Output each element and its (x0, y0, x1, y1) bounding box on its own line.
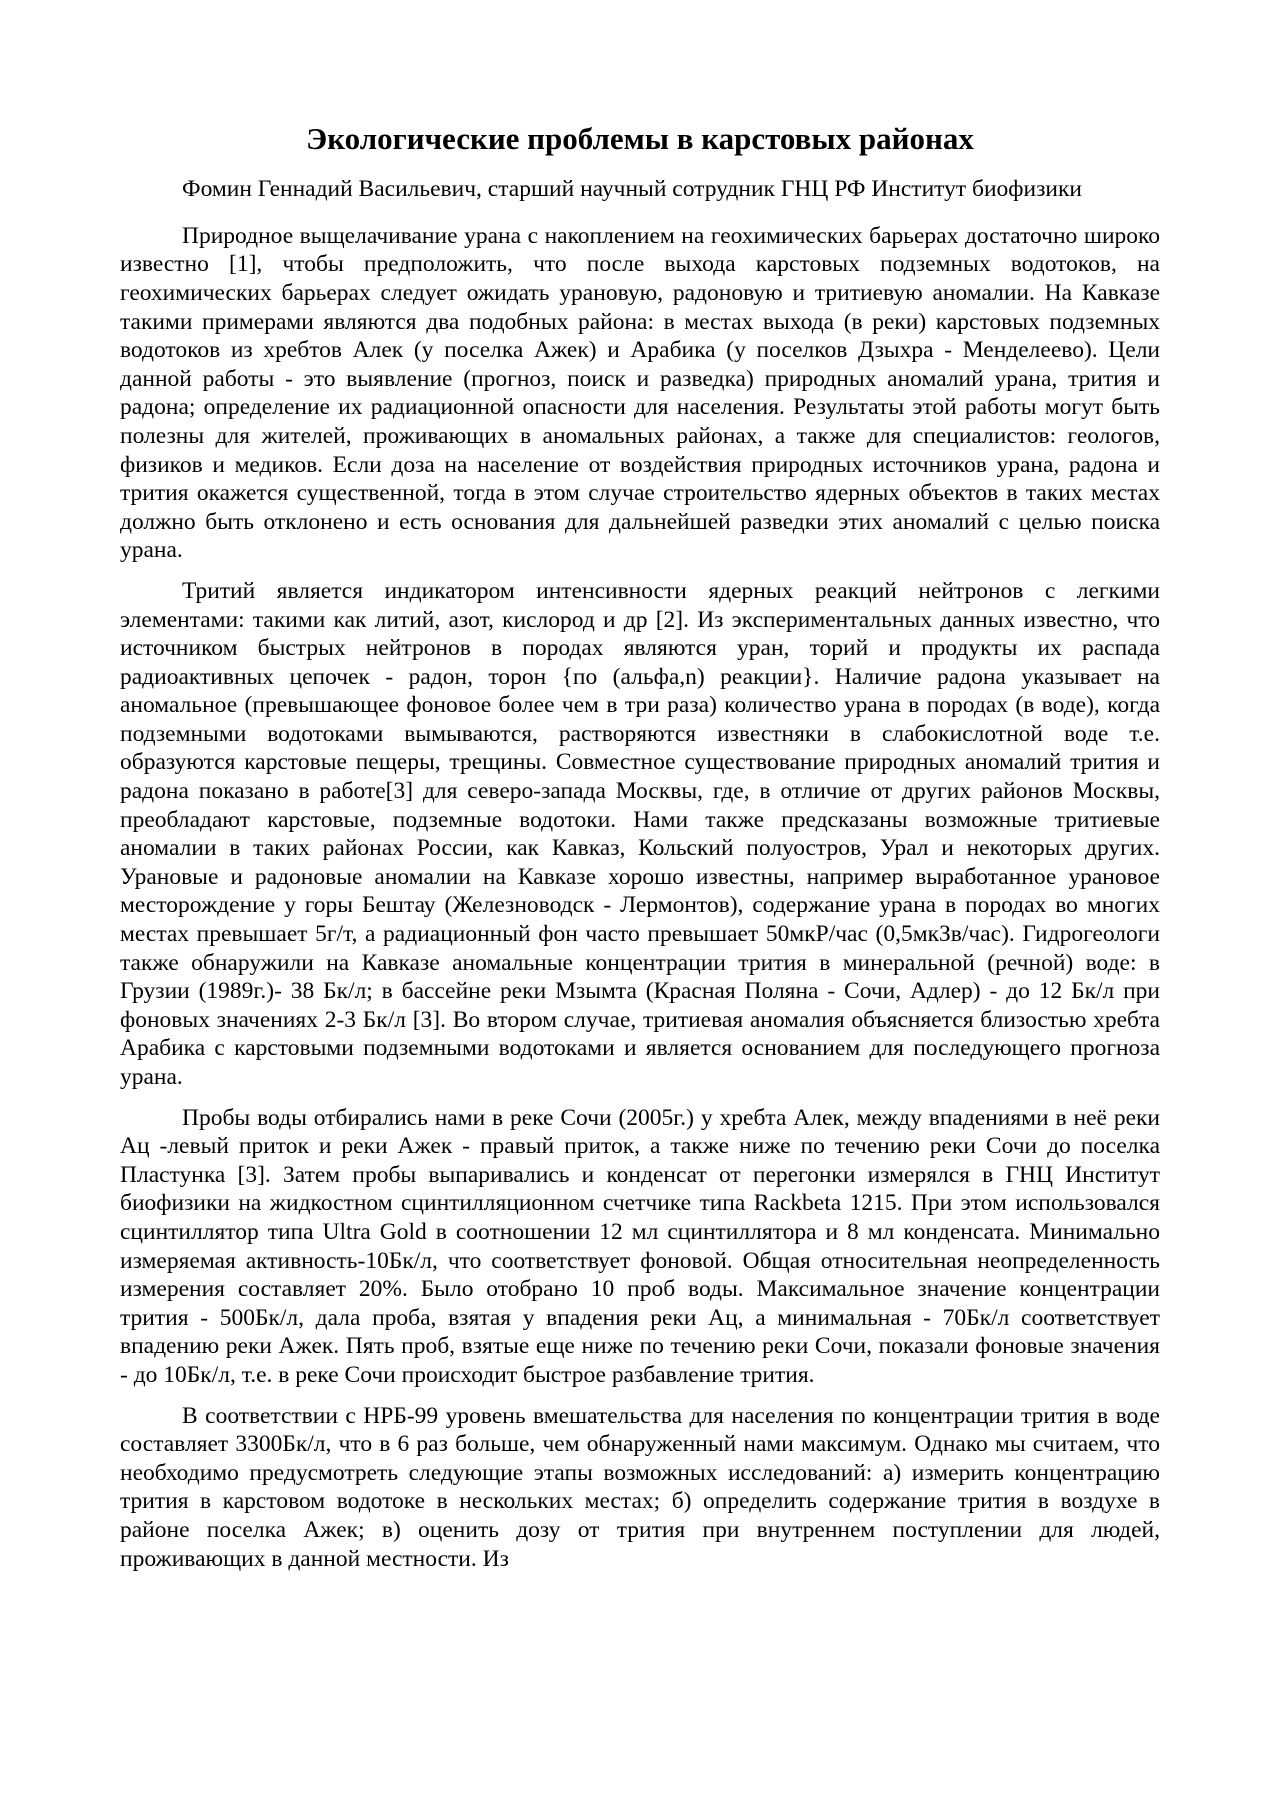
document-body (120, 120, 1160, 1585)
document-title: Экологические проблемы в карстовых районах (306, 121, 974, 156)
author-line: Фомин Геннадий Васильевич, старший научный сотрудник ГНЦ РФ Институт биофизики (182, 176, 1082, 203)
paragraph-sampling: Пробы воды отбирались нами в реке Сочи (2005г.) у хребта Алек, между впадениями в неё реки Ац -левый приток и реки Ажек - правый приток, а также ниже по течению реки Сочи до поселка Пластунка [3]. Затем пробы выпаривались и конденсат от перегонки измерялся в ГНЦ Институт биофизики на жидкостном сцинтилляционном счетчике типа Rackbeta 1215. При этом использовался сцинтиллятор типа Ultra Gold в соотношении 12 мл сцинтиллятора и 8 мл конденсата. Минимально измеряемая активность-10Бк/л, что соответствует фоновой. Общая относительная неопределенность измерения составляет 20%. Было отобрано 10 проб воды. Максимальное значение концентрации трития - 500Бк/л, дала проба, взятая у впадения реки Ац, а минимальная - 70Бк/л соответствует впадению реки Ажек. Пять проб, взятые еще ниже по течению реки Сочи, показали фоновые значения - до 10Бк/л, т.е. в реке Сочи происходит быстрое разбавление трития. (120, 1104, 1160, 1388)
paragraph-conclusion: В соответствии с НРБ-99 уровень вмешательства для населения по концентрации трития в воде составляет 3300Бк/л, что в 6 раз больше, чем обнаруженный нами максимум. Однако мы считаем, что необходимо предусмотреть следующие этапы возможных исследований: а) измерить концентрацию трития в карстовом водотоке в нескольких местах; б) определить содержание трития в воздухе в районе поселка Ажек; в) оценить дозу от трития при внутреннем поступлении для людей, проживающих в данной местности. Из (120, 1402, 1160, 1572)
paragraph-tritium: Тритий является индикатором интенсивности ядерных реакций нейтронов с легкими элементами: такими как литий, азот, кислород и др [2]. Из экспериментальных данных известно, что источником быстрых нейтронов в породах являются уран, торий и продукты их распада радиоактивных цепочек - радон, торон {по (альфа,n) реакции}. Наличие радона указывает на аномальное (превышающее фоновое более чем в три раза) количество урана в породах (в воде), когда подземными водотоками вымываются, растворяются известняки в слабокислотной воде т.е. образуются карстовые пещеры, трещины. Совместное существование природных аномалий трития и радона показано в работе[3] для северо-запада Москвы, где, в отличие от других районов Москвы, преобладают карстовые, подземные водотоки. Нами также предсказаны возможные тритиевые аномалии в таких районах России, как Кавказ, Кольский полуостров, Урал и некоторых других. Урановые и радоновые аномалии на Кавказе хорошо известны, например выработанное урановое месторождение у горы Бештау (Железноводск - Лермонтов), содержание урана в породах во многих местах превышает 5г/т, а радиационный фон часто превышает 50мкР/час (0,5мкЗв/час). Гидрогеологи также обнаружили на Кавказе аномальные концентрации трития в минеральной (речной) воде: в Грузии (1989г.)- 38 Бк/л; в бассейне реки Мзымта (Красная Поляна - Сочи, Адлер) - до 12 Бк/л при фоновых значениях 2-3 Бк/л [3]. Во втором случае, тритиевая аномалия объясняется близостью хребта Арабика с карстовыми подземными водотоками и является основанием для последующего прогноза урана. (120, 577, 1160, 1090)
paragraph-intro: Природное выщелачивание урана с накоплением на геохимических барьерах достаточно широко известно [1], чтобы предположить, что после выхода карстовых подземных водотоков, на геохимических барьерах следует ожидать урановую, радоновую и тритиевую аномалии. На Кавказе такими примерами являются два подобных района: в местах выхода (в реки) карстовых подземных водотоков из хребтов Алек (у поселка Ажек) и Арабика (у поселков Дзыхра - Менделеево). Цели данной работы - это выявление (прогноз, поиск и разведка) природных аномалий урана, трития и радона; определение их радиационной опасности для населения. Результаты этой работы могут быть полезны для жителей, проживающих в аномальных районах, а также для специалистов: геологов, физиков и медиков. Если доза на население от воздействия природных источников урана, радона и трития окажется существенной, тогда в этом случае строительство ядерных объектов в таких местах должно быть отклонено и есть основания для дальнейшей разведки этих аномалий с целью поиска урана. (120, 222, 1160, 564)
